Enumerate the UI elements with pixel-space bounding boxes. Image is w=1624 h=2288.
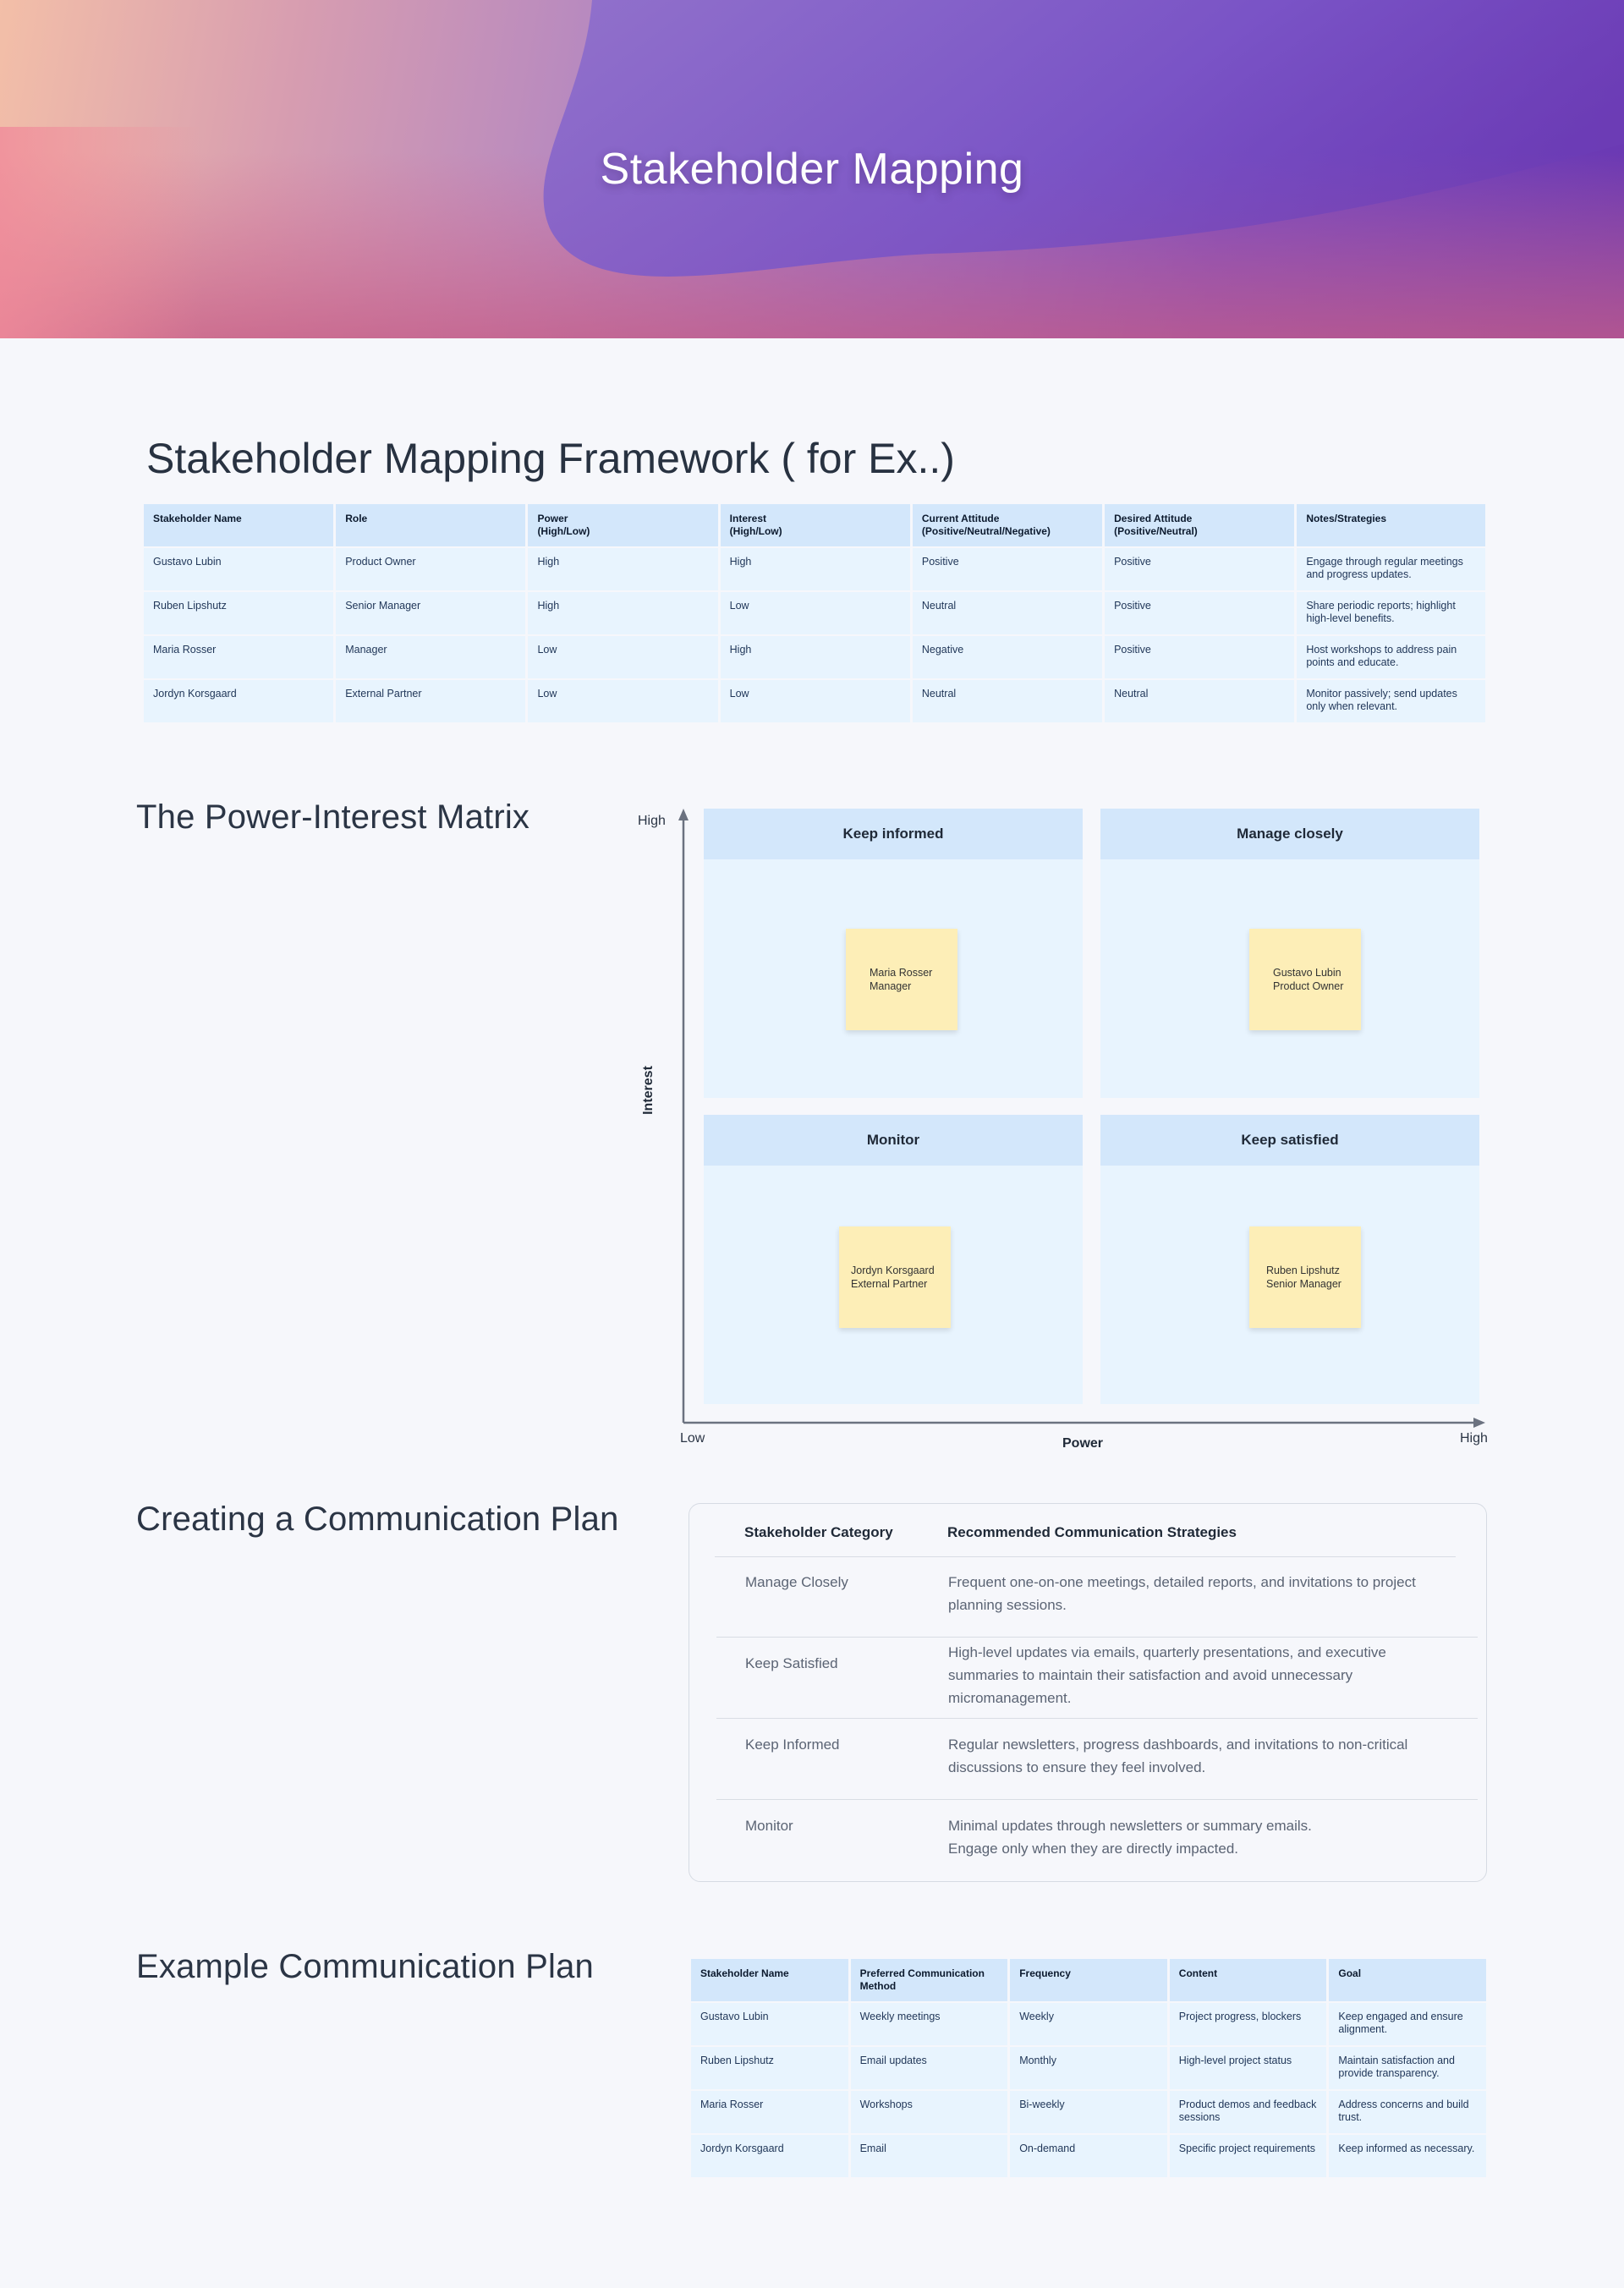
sticky-role: Senior Manager [1266, 1278, 1341, 1290]
col-header: Stakeholder Name [691, 1959, 848, 2001]
comm-col-category-header: Stakeholder Category [744, 1524, 893, 1540]
col-header: Notes/Strategies [1297, 504, 1485, 546]
table-cell: Keep engaged and ensure alignment. [1329, 2003, 1486, 2045]
framework-heading: Stakeholder Mapping Framework ( for Ex..) [146, 435, 955, 482]
table-cell: Bi-weekly [1010, 2091, 1167, 2133]
comm-strategy: Minimal updates through newsletters or summary emails. Engage only when they are directly impacted. [948, 1818, 1312, 1857]
table-cell: Host workshops to address pain points and educate. [1297, 636, 1485, 678]
table-cell: Positive [1105, 636, 1294, 678]
table-row [144, 636, 1485, 678]
table-cell: High-level project status [1170, 2047, 1327, 2089]
table-header-row [144, 504, 1485, 546]
table-cell: Monthly [1010, 2047, 1167, 2089]
table-cell: Low [528, 636, 717, 678]
table-row [144, 592, 1485, 634]
hero-banner [0, 0, 1624, 338]
table-cell: Positive [913, 548, 1102, 590]
comm-category: Keep Informed [745, 1737, 840, 1753]
col-header: Goal [1329, 1959, 1486, 2001]
col-header: Desired Attitude (Positive/Neutral) [1105, 504, 1294, 546]
table-cell: Neutral [1105, 680, 1294, 722]
table-cell: High [528, 548, 717, 590]
x-axis-high-label: High [1460, 1431, 1488, 1446]
stakeholder-sticky-note[interactable] [1249, 1226, 1361, 1328]
quadrant-title: Manage closely [1100, 809, 1479, 859]
table-cell: Manager [336, 636, 525, 678]
table-cell: Workshops [851, 2091, 1008, 2133]
table-cell: Senior Manager [336, 592, 525, 634]
table-cell: Project progress, blockers [1170, 2003, 1327, 2045]
example-plan-table [689, 1957, 1489, 2179]
comm-category: Manage Closely [745, 1574, 848, 1590]
sticky-name: Ruben Lipshutz [1266, 1265, 1340, 1276]
table-cell: Specific project requirements [1170, 2135, 1327, 2177]
table-row [691, 2135, 1486, 2177]
power-interest-matrix [626, 795, 1497, 1455]
table-row [691, 2047, 1486, 2089]
table-cell: Positive [1105, 548, 1294, 590]
table-cell: Maintain satisfaction and provide transparency. [1329, 2047, 1486, 2089]
comm-strategy: Regular newsletters, progress dashboards, and invitations to non-critical discussions to ensure they feel involved. [948, 1737, 1408, 1775]
comm-strategy: Frequent one-on-one meetings, detailed reports, and invitations to project planning sessions. [948, 1574, 1416, 1613]
table-cell: Keep informed as necessary. [1329, 2135, 1486, 2177]
table-cell: Engage through regular meetings and progress updates. [1297, 548, 1485, 590]
x-axis-low-label: Low [680, 1431, 705, 1446]
table-cell: High [528, 592, 717, 634]
stakeholder-sticky-note[interactable] [839, 1226, 951, 1328]
quadrant-title: Keep satisfied [1100, 1115, 1479, 1166]
table-cell: Ruben Lipshutz [691, 2047, 848, 2089]
comm-strategy: High-level updates via emails, quarterly presentations, and executive summaries to maintain their satisfaction and avoid unnecessary micromanagement. [948, 1644, 1386, 1706]
quadrant-keep-informed [704, 809, 1083, 1098]
y-axis-arrow-icon [678, 809, 689, 820]
sticky-role: Manager [870, 980, 912, 992]
comm-category: Monitor [745, 1818, 793, 1834]
table-row [691, 2003, 1486, 2045]
table-cell: Email [851, 2135, 1008, 2177]
table-cell: Share periodic reports; highlight high-level benefits. [1297, 592, 1485, 634]
table-cell: Maria Rosser [691, 2091, 848, 2133]
comm-col-strategy-header: Recommended Communication Strategies [947, 1524, 1237, 1540]
comm-category: Keep Satisfied [745, 1655, 838, 1671]
table-cell: Gustavo Lubin [144, 548, 333, 590]
table-cell: Gustavo Lubin [691, 2003, 848, 2045]
table-cell: High [721, 548, 910, 590]
quadrant-title: Keep informed [704, 809, 1083, 859]
table-cell: Weekly [1010, 2003, 1167, 2045]
table-cell: Maria Rosser [144, 636, 333, 678]
col-header: Stakeholder Name [144, 504, 333, 546]
table-cell: Negative [913, 636, 1102, 678]
x-axis-arrow-icon [1473, 1418, 1485, 1428]
sticky-role: External Partner [851, 1278, 928, 1290]
table-cell: Low [721, 592, 910, 634]
sticky-name: Jordyn Korsgaard [851, 1265, 935, 1276]
table-cell: Weekly meetings [851, 2003, 1008, 2045]
table-cell: Monitor passively; send updates only when relevant. [1297, 680, 1485, 722]
col-header: Content [1170, 1959, 1327, 2001]
comm-row [716, 1556, 1478, 1638]
col-header: Role [336, 504, 525, 546]
table-cell: Jordyn Korsgaard [144, 680, 333, 722]
quadrant-manage-closely [1100, 809, 1479, 1098]
comm-row [716, 1800, 1478, 1881]
stakeholder-sticky-note[interactable] [846, 929, 957, 1030]
x-axis-title: Power [1062, 1436, 1104, 1451]
framework-table [141, 502, 1488, 724]
table-cell: Email updates [851, 2047, 1008, 2089]
table-row [691, 2091, 1486, 2133]
table-cell: Neutral [913, 592, 1102, 634]
table-cell: Neutral [913, 680, 1102, 722]
table-row [144, 548, 1485, 590]
col-header: Current Attitude (Positive/Neutral/Negative) [913, 504, 1102, 546]
y-axis-high-label: High [638, 814, 666, 828]
quadrant-monitor [704, 1115, 1083, 1404]
table-cell: Address concerns and build trust. [1329, 2091, 1486, 2133]
table-cell: Product demos and feedback sessions [1170, 2091, 1327, 2133]
table-cell: Low [721, 680, 910, 722]
table-cell: Jordyn Korsgaard [691, 2135, 848, 2177]
sticky-role: Product Owner [1273, 980, 1344, 992]
comm-row [716, 1638, 1478, 1719]
table-cell: High [721, 636, 910, 678]
y-axis-title: Interest [640, 1066, 656, 1115]
col-header: Frequency [1010, 1959, 1167, 2001]
table-header-row [691, 1959, 1486, 2001]
table-cell: Ruben Lipshutz [144, 592, 333, 634]
comm-plan-heading: Creating a Communication Plan [136, 1501, 619, 1538]
table-cell: Product Owner [336, 548, 525, 590]
table-cell: On-demand [1010, 2135, 1167, 2177]
example-plan-heading: Example Communication Plan [136, 1948, 595, 1985]
sticky-name: Gustavo Lubin [1273, 967, 1341, 979]
matrix-heading: The Power-Interest Matrix [136, 798, 530, 836]
col-header: Preferred Communication Method [851, 1959, 1008, 2001]
col-header: Interest (High/Low) [721, 504, 910, 546]
col-header: Power (High/Low) [528, 504, 717, 546]
hero-title: Stakeholder Mapping [600, 145, 1024, 194]
stakeholder-sticky-note[interactable] [1249, 929, 1361, 1030]
table-cell: External Partner [336, 680, 525, 722]
comm-row [716, 1719, 1478, 1800]
table-row [144, 680, 1485, 722]
table-cell: Positive [1105, 592, 1294, 634]
quadrant-keep-satisfied [1100, 1115, 1479, 1404]
quadrant-title: Monitor [704, 1115, 1083, 1166]
table-cell: Low [528, 680, 717, 722]
comm-plan-card [689, 1503, 1487, 1882]
sticky-name: Maria Rosser [870, 967, 933, 979]
